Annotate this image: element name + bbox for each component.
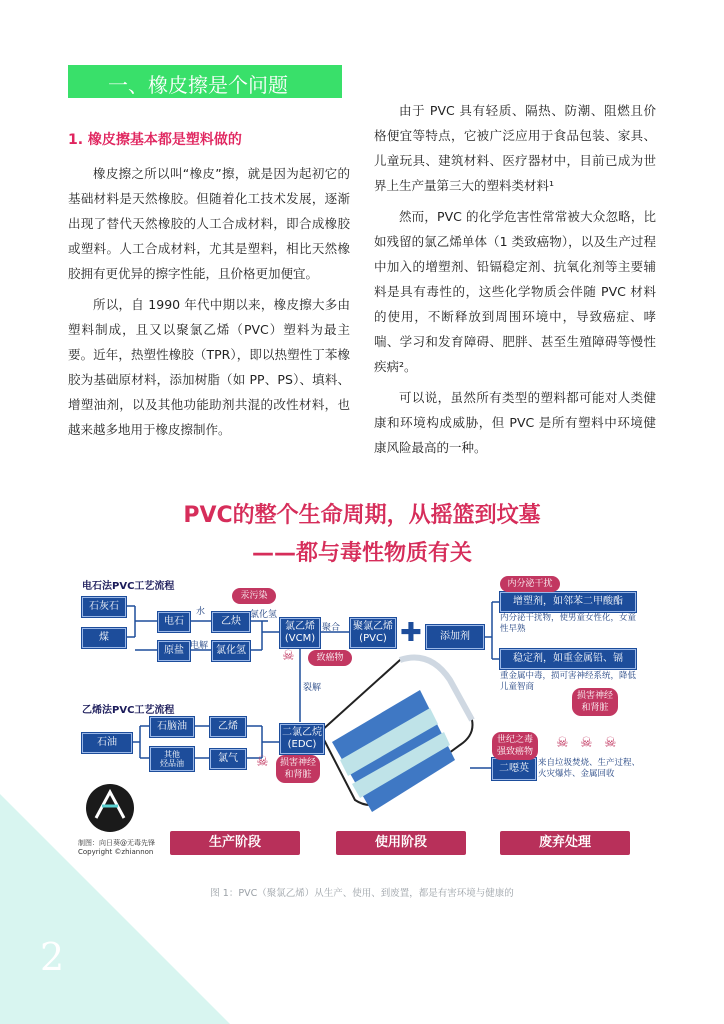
paragraph: 橡皮擦之所以叫“橡皮”擦，就是因为起初它的基础材料是天然橡胶。但随着化工技术发展，逐渐出现了替代天然橡胶的人工合成材料，即合成橡胶或塑料。人工合成材料，尤其是塑料，相比天然橡胶拥有更优异的擦字性能，且价格更加便宜。 — [68, 166, 350, 281]
mercury-pill: 汞污染 — [232, 588, 276, 604]
stage-usage: 使用阶段 — [336, 831, 466, 855]
page-number: 2 — [40, 935, 65, 979]
plus-icon: ✚ — [400, 618, 422, 648]
dioxin-box: 二噁英 — [492, 758, 536, 780]
polymerize-label: 聚合 — [322, 623, 341, 633]
hcl-box: 氯化氢 — [212, 641, 250, 661]
ethylene-box: 乙烯 — [210, 717, 246, 737]
century-toxin-pill: 世纪之毒 强致癌物 — [492, 732, 538, 760]
copyright: 制图：向日葵@无毒先锋 Copyright ©zhiannon — [78, 839, 155, 856]
stabilizer-box: 稳定剂，如重金属铅、镉 — [500, 649, 636, 669]
paragraph: 由于 PVC 具有轻质、隔热、防潮、阻燃且价格便宜等特点，它被广泛应用于食品包装、家具、儿童玩具、建筑材料、医疗器材中，目前已成为世界上生产量第三大的塑料类材料¹ — [374, 103, 656, 193]
carbide-box: 电石 — [158, 612, 190, 632]
stage-production: 生产阶段 — [170, 831, 300, 855]
vcm-box: 氯乙烯 (VCM) — [280, 618, 320, 648]
edc-box: 二氯乙烷 (EDC) — [280, 724, 324, 754]
other-oil-box: 其他 烃品油 — [150, 747, 194, 771]
eraser-illustration — [320, 658, 473, 813]
stage-disposal: 废弃处理 — [500, 831, 630, 855]
figure-caption: 图 1：PVC（聚氯乙烯）从生产、使用、到废置，都是有害环境与健康的 — [210, 888, 514, 899]
skull-icon: ☠ — [604, 735, 617, 751]
crack-label: 裂解 — [303, 683, 322, 693]
skull-icon: ☠ — [256, 754, 269, 770]
salt-box: 原盐 — [158, 641, 190, 661]
additive-box: 添加剂 — [426, 625, 484, 649]
carcinogen-pill: 致癌物 — [308, 650, 352, 666]
paragraph: 可以说，虽然所有类型的塑料都可能对人类健康和环境构成威胁，但 PVC 是所有塑料中环境健康风险最高的一种。 — [374, 390, 656, 455]
limestone-box: 石灰石 — [82, 597, 126, 617]
water-label: 水 — [196, 607, 206, 617]
heavy-metal-desc: 重金属中毒，损可害神经系统，降低儿童智商 — [500, 671, 637, 692]
hcl-label: 氯化氢 — [250, 610, 278, 620]
logo — [86, 784, 134, 832]
paragraph: 所以，自 1990 年代中期以来，橡皮擦大多由塑料制成，且又以聚氯乙烯（PVC）塑料为最主要。近年，热塑性橡胶（TPR），即以热塑性丁苯橡胶为基础原材料，添加树脂（如 PP、PS）、填料、增塑油剂，以及其他功能助剂共混的改性材料，也越来越多地用于橡皮擦制作。 — [68, 297, 350, 437]
skull-icon: ☠ — [580, 735, 593, 751]
neuro-pill: 损害神经 和肾脏 — [572, 688, 618, 716]
neuro-pill: 损害神经 和肾脏 — [276, 755, 320, 783]
plasticizer-box: 增塑剂，如邻苯二甲酸酯 — [500, 592, 636, 612]
endocrine-pill: 内分泌干扰 — [500, 576, 560, 592]
acetylene-box: 乙炔 — [212, 612, 250, 632]
pvc-box: 聚氯乙烯 (PVC) — [350, 618, 396, 648]
process1-title: 电石法PVC工艺流程 — [82, 581, 175, 592]
poster-subtitle: ——都与毒性物质有关 — [251, 541, 472, 566]
oil-box: 石油 — [82, 733, 132, 753]
skull-icon: ☠ — [282, 648, 295, 664]
chlorine-box: 氯气 — [210, 749, 246, 769]
section-title: 一、橡皮擦是个问题 — [108, 73, 288, 97]
subheading: 1. 橡皮擦基本都是塑料做的 — [68, 132, 242, 148]
paragraph: 然而，PVC 的化学危害性常常被大众忽略，比如残留的氯乙烯单体（1 类致癌物），以及生产过程中加入的增塑剂、铅镉稳定剂、抗氧化剂等主要辅料是具有毒性的，这些化学物质会伴随 PVC 材料的使用，不断释放到周围环境中，导致癌症、哮喘、学习和发育障碍、肥胖、甚至生殖障碍等慢性疾病²。 — [374, 209, 656, 374]
endocrine-desc: 内分泌干扰物，使男童女性化，女童性早熟 — [500, 613, 637, 634]
dioxin-desc: 来自垃圾焚烧、生产过程、火灾爆炸、金属回收 — [538, 758, 641, 779]
poster-title: PVC的整个生命周期，从摇篮到坟墓 — [183, 503, 541, 528]
skull-icon: ☠ — [556, 735, 569, 751]
process2-title: 乙烯法PVC工艺流程 — [82, 705, 175, 716]
coal-box: 煤 — [82, 628, 126, 648]
electrolysis-label: 电解 — [190, 641, 209, 651]
naphtha-box: 石脑油 — [150, 717, 194, 737]
